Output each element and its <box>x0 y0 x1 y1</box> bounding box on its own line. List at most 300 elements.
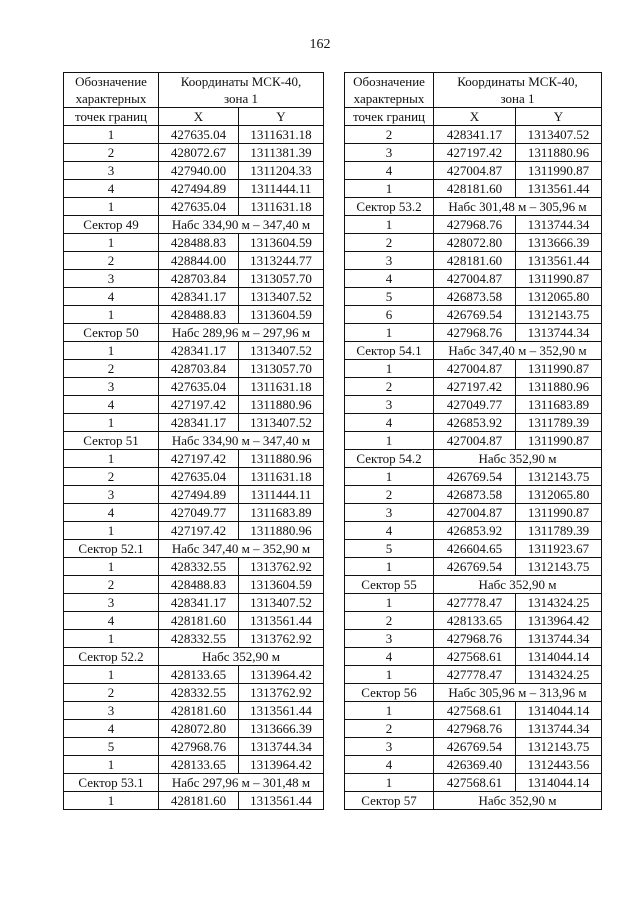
y-coordinate: 1313666.39 <box>239 720 324 738</box>
point-number: 4 <box>64 396 159 414</box>
x-coordinate: 428341.17 <box>159 594 239 612</box>
y-coordinate: 1312065.80 <box>516 486 602 504</box>
point-number: 2 <box>345 234 434 252</box>
point-number: 1 <box>64 792 159 810</box>
x-coordinate: 427778.47 <box>434 666 516 684</box>
x-coordinate: 428133.65 <box>159 756 239 774</box>
point-number: 1 <box>64 558 159 576</box>
table-row <box>345 432 602 450</box>
y-coordinate: 1313744.34 <box>516 324 602 342</box>
coords-title-line: зона 1 <box>500 91 535 106</box>
table-row <box>64 252 324 270</box>
sector-row <box>64 324 324 342</box>
x-coordinate: 427635.04 <box>159 378 239 396</box>
sector-height-range: Набс 334,90 м – 347,40 м <box>159 432 324 450</box>
y-coordinate: 1311880.96 <box>239 522 324 540</box>
y-coordinate: 1314044.14 <box>516 648 602 666</box>
point-number: 4 <box>64 612 159 630</box>
x-coordinate: 427197.42 <box>159 396 239 414</box>
point-number: 3 <box>345 504 434 522</box>
point-number: 4 <box>345 162 434 180</box>
sector-height-range: Набс 334,90 м – 347,40 м <box>159 216 324 234</box>
x-coordinate: 427568.61 <box>434 648 516 666</box>
table-row <box>64 792 324 810</box>
table-row <box>345 612 602 630</box>
x-coordinate: 428488.83 <box>159 576 239 594</box>
y-column-header: Y <box>516 108 602 126</box>
point-number: 1 <box>64 414 159 432</box>
y-coordinate: 1313407.52 <box>239 594 324 612</box>
point-number: 3 <box>345 144 434 162</box>
x-coordinate: 427049.77 <box>434 396 516 414</box>
x-column-header: X <box>159 108 239 126</box>
y-coordinate: 1311631.18 <box>239 468 324 486</box>
y-coordinate: 1311990.87 <box>516 432 602 450</box>
y-coordinate: 1311631.18 <box>239 126 324 144</box>
y-coordinate: 1311880.96 <box>239 396 324 414</box>
point-number: 5 <box>64 738 159 756</box>
y-coordinate: 1314324.25 <box>516 594 602 612</box>
point-number: 5 <box>345 288 434 306</box>
x-coordinate: 427004.87 <box>434 162 516 180</box>
table-row <box>345 414 602 432</box>
y-coordinate: 1311990.87 <box>516 270 602 288</box>
point-label-header <box>345 73 434 108</box>
point-number: 1 <box>64 666 159 684</box>
point-number: 3 <box>64 486 159 504</box>
table-row <box>64 702 324 720</box>
table-row <box>64 126 324 144</box>
sector-name: Сектор 52.1 <box>64 540 159 558</box>
y-coordinate: 1312443.56 <box>516 756 602 774</box>
x-coordinate: 428341.17 <box>159 414 239 432</box>
x-coordinate: 428072.80 <box>159 720 239 738</box>
table-row <box>64 486 324 504</box>
x-coordinate: 428332.55 <box>159 558 239 576</box>
point-number: 1 <box>345 558 434 576</box>
table-row <box>345 486 602 504</box>
point-number: 1 <box>345 216 434 234</box>
table-row <box>345 234 602 252</box>
point-label-header <box>64 73 159 108</box>
point-label-line: Обозначение <box>75 74 147 89</box>
table-row <box>64 198 324 216</box>
point-number: 3 <box>345 396 434 414</box>
y-coordinate: 1313762.92 <box>239 684 324 702</box>
y-coordinate: 1311990.87 <box>516 504 602 522</box>
point-number: 2 <box>345 720 434 738</box>
coordinates-table-right <box>344 72 602 810</box>
x-coordinate: 427568.61 <box>434 702 516 720</box>
point-label-line: Обозначение <box>353 74 425 89</box>
table-row <box>345 594 602 612</box>
table-row <box>345 630 602 648</box>
y-coordinate: 1312065.80 <box>516 288 602 306</box>
point-number: 1 <box>64 522 159 540</box>
x-coordinate: 428341.17 <box>159 342 239 360</box>
table-row <box>64 144 324 162</box>
y-coordinate: 1313604.59 <box>239 576 324 594</box>
table-row <box>345 378 602 396</box>
table-row <box>64 162 324 180</box>
y-coordinate: 1311880.96 <box>516 144 602 162</box>
y-coordinate: 1313561.44 <box>239 792 324 810</box>
table-row <box>345 720 602 738</box>
x-coordinate: 426853.92 <box>434 414 516 432</box>
x-coordinate: 428488.83 <box>159 234 239 252</box>
coords-title-line: зона 1 <box>223 91 259 106</box>
point-number: 1 <box>345 468 434 486</box>
table-row <box>345 162 602 180</box>
sector-name: Сектор 50 <box>64 324 159 342</box>
y-coordinate: 1311923.67 <box>516 540 602 558</box>
y-coordinate: 1313057.70 <box>239 270 324 288</box>
table-row <box>64 180 324 198</box>
point-number: 3 <box>345 630 434 648</box>
point-number: 4 <box>64 180 159 198</box>
table-row <box>64 666 324 684</box>
table-row <box>345 180 602 198</box>
table-row <box>345 738 602 756</box>
sector-row <box>345 576 602 594</box>
x-coordinate: 426873.58 <box>434 486 516 504</box>
y-coordinate: 1312143.75 <box>516 468 602 486</box>
table-row <box>64 756 324 774</box>
x-coordinate: 426769.54 <box>434 738 516 756</box>
table-row <box>345 666 602 684</box>
x-coordinate: 428332.55 <box>159 684 239 702</box>
sector-height-range: Набс 352,90 м <box>434 450 602 468</box>
point-number: 1 <box>64 126 159 144</box>
x-coordinate: 427004.87 <box>434 504 516 522</box>
point-number: 1 <box>345 432 434 450</box>
y-coordinate: 1314044.14 <box>516 702 602 720</box>
sector-row <box>64 540 324 558</box>
point-number: 3 <box>345 738 434 756</box>
coordinates-table-left <box>63 72 324 810</box>
x-coordinate: 427635.04 <box>159 126 239 144</box>
point-number: 3 <box>64 702 159 720</box>
table-row <box>345 774 602 792</box>
y-coordinate: 1313964.42 <box>239 756 324 774</box>
point-number: 1 <box>64 342 159 360</box>
table-row <box>345 270 602 288</box>
point-number: 4 <box>345 414 434 432</box>
x-coordinate: 427778.47 <box>434 594 516 612</box>
y-coordinate: 1311880.96 <box>239 450 324 468</box>
point-number: 4 <box>345 648 434 666</box>
point-number: 1 <box>345 594 434 612</box>
point-number: 6 <box>345 306 434 324</box>
table-row <box>345 504 602 522</box>
page-number: 162 <box>309 37 331 52</box>
x-coordinate: 427494.89 <box>159 486 239 504</box>
x-coordinate: 428181.60 <box>434 252 516 270</box>
y-coordinate: 1313744.34 <box>516 630 602 648</box>
table-row <box>345 144 602 162</box>
point-number: 3 <box>64 594 159 612</box>
x-coordinate: 427494.89 <box>159 180 239 198</box>
table-row <box>345 252 602 270</box>
y-coordinate: 1313407.52 <box>239 288 324 306</box>
sector-height-range: Набс 352,90 м <box>434 792 602 810</box>
table-row <box>64 360 324 378</box>
table-row <box>64 306 324 324</box>
y-coordinate: 1313744.34 <box>516 720 602 738</box>
sector-row <box>345 684 602 702</box>
y-coordinate: 1311444.11 <box>239 486 324 504</box>
y-coordinate: 1313561.44 <box>516 180 602 198</box>
y-coordinate: 1313604.59 <box>239 234 324 252</box>
sector-name: Сектор 53.2 <box>345 198 434 216</box>
y-coordinate: 1312143.75 <box>516 558 602 576</box>
sector-name: Сектор 49 <box>64 216 159 234</box>
x-coordinate: 428072.80 <box>434 234 516 252</box>
table-row <box>64 558 324 576</box>
sector-height-range: Набс 352,90 м <box>159 648 324 666</box>
x-coordinate: 427635.04 <box>159 198 239 216</box>
x-coordinate: 427968.76 <box>434 324 516 342</box>
table-row <box>345 288 602 306</box>
y-coordinate: 1311631.18 <box>239 198 324 216</box>
table-row <box>64 504 324 522</box>
point-number: 2 <box>345 612 434 630</box>
y-coordinate: 1313057.70 <box>239 360 324 378</box>
sector-height-range: Набс 297,96 м – 301,48 м <box>159 774 324 792</box>
table-row <box>345 558 602 576</box>
point-label-line: характерных <box>353 91 425 106</box>
sector-row <box>345 198 602 216</box>
table-row <box>64 450 324 468</box>
sector-row <box>64 216 324 234</box>
sector-name: Сектор 55 <box>345 576 434 594</box>
x-coordinate: 428072.67 <box>159 144 239 162</box>
table-row <box>64 630 324 648</box>
table-row <box>64 738 324 756</box>
table-row <box>64 378 324 396</box>
point-number: 4 <box>345 756 434 774</box>
table-row <box>345 306 602 324</box>
table-row <box>345 216 602 234</box>
point-number: 1 <box>345 324 434 342</box>
sector-row <box>64 774 324 792</box>
table-row <box>64 468 324 486</box>
sector-name: Сектор 54.2 <box>345 450 434 468</box>
point-number: 1 <box>64 756 159 774</box>
table-row <box>64 720 324 738</box>
x-coordinate: 428488.83 <box>159 306 239 324</box>
table-row <box>345 468 602 486</box>
point-label-line: характерных <box>75 91 147 106</box>
x-coordinate: 427568.61 <box>434 774 516 792</box>
point-number: 1 <box>64 450 159 468</box>
y-coordinate: 1313244.77 <box>239 252 324 270</box>
x-coordinate: 426369.40 <box>434 756 516 774</box>
table-row <box>64 594 324 612</box>
x-coordinate: 428181.60 <box>159 612 239 630</box>
table-row <box>345 396 602 414</box>
point-number: 2 <box>64 468 159 486</box>
x-coordinate: 427197.42 <box>434 144 516 162</box>
point-number: 1 <box>345 180 434 198</box>
x-coordinate: 427049.77 <box>159 504 239 522</box>
x-coordinate: 428332.55 <box>159 630 239 648</box>
table-row <box>64 342 324 360</box>
x-coordinate: 427197.42 <box>159 522 239 540</box>
x-coordinate: 427197.42 <box>434 378 516 396</box>
point-number: 3 <box>64 270 159 288</box>
point-number: 1 <box>64 630 159 648</box>
table-row <box>64 522 324 540</box>
point-number: 1 <box>64 198 159 216</box>
point-number: 2 <box>345 126 434 144</box>
y-coordinate: 1311444.11 <box>239 180 324 198</box>
sector-name: Сектор 53.1 <box>64 774 159 792</box>
y-coordinate: 1311631.18 <box>239 378 324 396</box>
x-coordinate: 426769.54 <box>434 468 516 486</box>
table-row <box>345 360 602 378</box>
y-coordinate: 1311789.39 <box>516 414 602 432</box>
sector-row <box>345 792 602 810</box>
y-coordinate: 1311990.87 <box>516 360 602 378</box>
y-coordinate: 1314044.14 <box>516 774 602 792</box>
x-coordinate: 428133.65 <box>159 666 239 684</box>
x-coordinate: 427004.87 <box>434 432 516 450</box>
x-coordinate: 428703.84 <box>159 360 239 378</box>
x-coordinate: 428181.60 <box>434 180 516 198</box>
sector-row <box>64 432 324 450</box>
sector-height-range: Набс 301,48 м – 305,96 м <box>434 198 602 216</box>
table-row <box>345 540 602 558</box>
x-coordinate: 426769.54 <box>434 558 516 576</box>
point-number: 2 <box>345 486 434 504</box>
x-coordinate: 427004.87 <box>434 360 516 378</box>
table-row <box>64 396 324 414</box>
point-number: 1 <box>64 234 159 252</box>
y-coordinate: 1313604.59 <box>239 306 324 324</box>
point-number: 3 <box>345 252 434 270</box>
y-coordinate: 1313407.52 <box>516 126 602 144</box>
table-row <box>345 756 602 774</box>
x-coordinate: 427968.76 <box>159 738 239 756</box>
point-number: 1 <box>64 306 159 324</box>
y-coordinate: 1313762.92 <box>239 558 324 576</box>
table-row <box>345 648 602 666</box>
y-coordinate: 1313744.34 <box>239 738 324 756</box>
y-coordinate: 1311880.96 <box>516 378 602 396</box>
sector-height-range: Набс 289,96 м – 297,96 м <box>159 324 324 342</box>
y-coordinate: 1313561.44 <box>239 702 324 720</box>
sector-name: Сектор 56 <box>345 684 434 702</box>
sector-name: Сектор 57 <box>345 792 434 810</box>
table-row <box>64 612 324 630</box>
sector-row <box>345 450 602 468</box>
y-coordinate: 1314324.25 <box>516 666 602 684</box>
x-coordinate: 428341.17 <box>159 288 239 306</box>
point-number: 5 <box>345 540 434 558</box>
y-coordinate: 1311683.89 <box>239 504 324 522</box>
coords-title-header <box>434 73 602 108</box>
y-coordinate: 1313561.44 <box>239 612 324 630</box>
x-coordinate: 427197.42 <box>159 450 239 468</box>
y-coordinate: 1311789.39 <box>516 522 602 540</box>
point-number: 4 <box>345 270 434 288</box>
sector-name: Сектор 54.1 <box>345 342 434 360</box>
sector-height-range: Набс 305,96 м – 313,96 м <box>434 684 602 702</box>
point-number: 2 <box>64 576 159 594</box>
y-coordinate: 1313666.39 <box>516 234 602 252</box>
y-coordinate: 1313407.52 <box>239 342 324 360</box>
table-row <box>64 414 324 432</box>
y-coordinate: 1311204.33 <box>239 162 324 180</box>
table-row <box>345 702 602 720</box>
point-number: 2 <box>64 144 159 162</box>
sector-row <box>345 342 602 360</box>
y-column-header: Y <box>239 108 324 126</box>
point-number: 1 <box>345 666 434 684</box>
table-row <box>345 522 602 540</box>
y-coordinate: 1311683.89 <box>516 396 602 414</box>
x-coordinate: 427004.87 <box>434 270 516 288</box>
coords-title-line: Координаты МСК-40, <box>180 74 302 89</box>
point-number: 2 <box>64 252 159 270</box>
x-coordinate: 426769.54 <box>434 306 516 324</box>
y-coordinate: 1312143.75 <box>516 738 602 756</box>
y-coordinate: 1313964.42 <box>516 612 602 630</box>
sector-name: Сектор 52.2 <box>64 648 159 666</box>
x-coordinate: 427940.00 <box>159 162 239 180</box>
x-coordinate: 428181.60 <box>159 702 239 720</box>
point-number: 4 <box>64 504 159 522</box>
point-number: 2 <box>64 360 159 378</box>
point-number: 2 <box>345 378 434 396</box>
x-coordinate: 428133.65 <box>434 612 516 630</box>
coords-title-header <box>159 73 324 108</box>
table-row <box>64 684 324 702</box>
sector-height-range: Набс 352,90 м <box>434 576 602 594</box>
point-number: 4 <box>64 720 159 738</box>
point-number: 1 <box>345 702 434 720</box>
point-label-line: точек границ <box>345 108 434 126</box>
table-row <box>64 270 324 288</box>
y-coordinate: 1312143.75 <box>516 306 602 324</box>
x-coordinate: 428844.00 <box>159 252 239 270</box>
y-coordinate: 1313762.92 <box>239 630 324 648</box>
point-number: 4 <box>64 288 159 306</box>
table-row <box>64 576 324 594</box>
sector-row <box>64 648 324 666</box>
x-coordinate: 427968.76 <box>434 630 516 648</box>
point-label-line: точек границ <box>64 108 159 126</box>
coords-title-line: Координаты МСК-40, <box>457 74 578 89</box>
x-coordinate: 426873.58 <box>434 288 516 306</box>
x-coordinate: 427968.76 <box>434 216 516 234</box>
y-coordinate: 1313407.52 <box>239 414 324 432</box>
y-coordinate: 1313744.34 <box>516 216 602 234</box>
x-column-header: X <box>434 108 516 126</box>
y-coordinate: 1311381.39 <box>239 144 324 162</box>
y-coordinate: 1313964.42 <box>239 666 324 684</box>
x-coordinate: 427968.76 <box>434 720 516 738</box>
point-number: 1 <box>345 360 434 378</box>
x-coordinate: 428181.60 <box>159 792 239 810</box>
x-coordinate: 426853.92 <box>434 522 516 540</box>
y-coordinate: 1313561.44 <box>516 252 602 270</box>
point-number: 4 <box>345 522 434 540</box>
table-row <box>64 234 324 252</box>
table-row <box>64 288 324 306</box>
table-row <box>345 126 602 144</box>
